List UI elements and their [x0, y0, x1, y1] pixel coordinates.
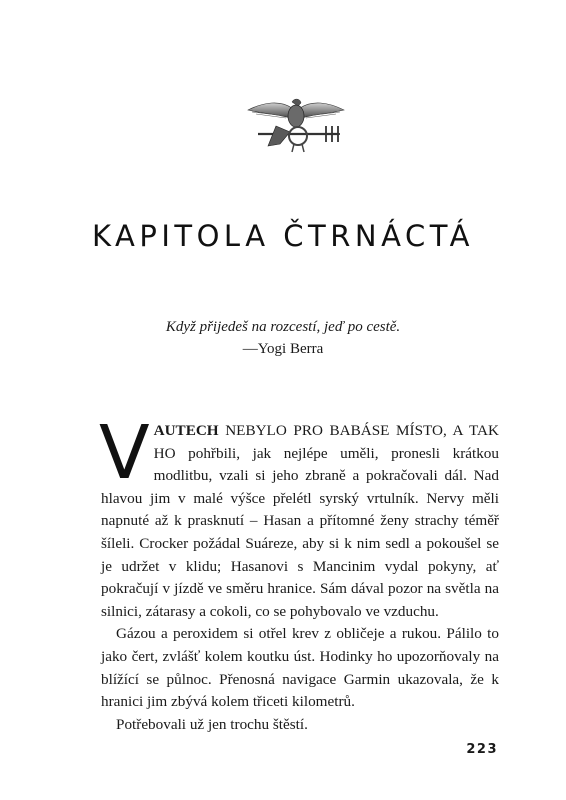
epigraph-author: —Yogi Berra — [242, 341, 324, 357]
paragraph-1-text: NEBYLO PRO BABÁSE MÍSTO, A TAK HO pohřbili, jak nejlépe uměli, pronesli krátkou modlitbu, vzali si jeho zbraně a pokračovali dál. Nad hlavou jim v malé výšce přelétl syrský vrtulník. Nervy měli napnuté až k prasknutí – Hasan a přítomné ženy strachy téměř šíleli. Crocker požádal Suáreze, aby si k nim sedl a pokoušel se je udržet v klidu; Hasanovi s Mancinim vydal pokyny, ať pokračují v jízdě ve směru hranice. Sám dával pozor na světla na silnici, zátarasy a cokoli, co se pohybovalo ve vzduchu. — [101, 422, 499, 620]
lead-in: AUTECH — [153, 422, 219, 439]
page-number: 223 — [466, 742, 498, 757]
chapter-title: KAPITOLA ČTRNÁCTÁ — [92, 219, 474, 254]
epigraph-quote: Když přijedeš na rozcestí, jeď po cestě. — [165, 319, 401, 335]
dropcap: V — [99, 410, 150, 496]
trident-eagle-emblem-icon — [246, 92, 346, 162]
epigraph — [0, 316, 566, 360]
paragraph-3: Potřebovali už jen trochu štěstí. — [116, 715, 308, 733]
chapter-body — [99, 410, 499, 736]
paragraph-1 — [99, 410, 499, 623]
paragraph-2: Gázou a peroxidem si otřel krev z obličeje a rukou. Pálilo to jako čert, zvlášť kolem koutku úst. Hodinky ho upozorňovaly na blížící se půlnoc. Přenosná navigace Garmin ukazovala, že k hranici jim zbývá kolem třiceti kilometrů. — [101, 625, 499, 711]
